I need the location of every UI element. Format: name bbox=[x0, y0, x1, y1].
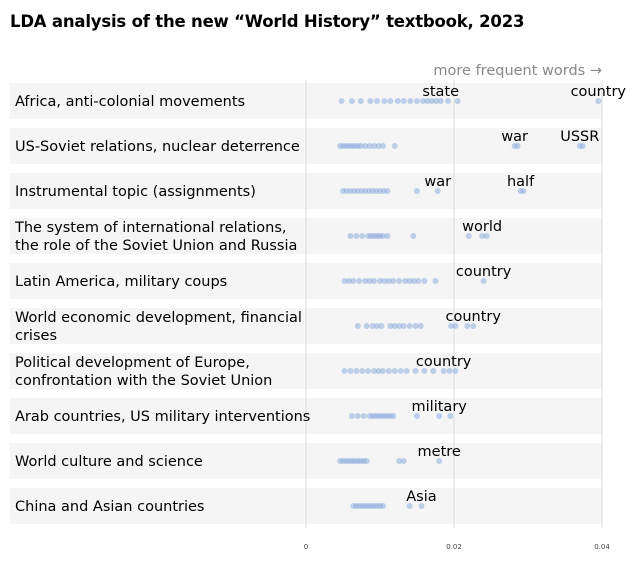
row-label: Latin America, military coups bbox=[15, 274, 228, 290]
word-label: USSR bbox=[560, 129, 600, 145]
data-point bbox=[350, 278, 356, 284]
row-label: World economic development, financial bbox=[15, 310, 302, 326]
row-label: Arab countries, US military interventions bbox=[15, 409, 311, 425]
data-point bbox=[395, 98, 401, 104]
data-point bbox=[353, 368, 359, 374]
data-point bbox=[364, 323, 370, 329]
word-label: state bbox=[422, 84, 460, 100]
data-point bbox=[390, 278, 396, 284]
data-point bbox=[384, 188, 390, 194]
x-tick-label: 0.02 bbox=[446, 543, 462, 551]
data-point bbox=[392, 143, 398, 149]
data-point bbox=[349, 98, 355, 104]
data-point bbox=[347, 233, 353, 239]
data-point bbox=[407, 323, 413, 329]
data-point bbox=[374, 98, 380, 104]
data-point bbox=[407, 98, 413, 104]
row-label: Political development of Europe, bbox=[15, 355, 250, 371]
data-point bbox=[364, 458, 370, 464]
data-point bbox=[358, 98, 364, 104]
word-label: war bbox=[424, 174, 452, 190]
data-point bbox=[413, 323, 419, 329]
data-point bbox=[398, 368, 404, 374]
word-label: country bbox=[570, 84, 627, 100]
x-tick-labels bbox=[304, 543, 611, 551]
word-label: world bbox=[462, 219, 503, 235]
data-point bbox=[387, 98, 393, 104]
data-point bbox=[414, 98, 420, 104]
data-point bbox=[418, 323, 424, 329]
data-point bbox=[390, 413, 396, 419]
x-tick-label: 0 bbox=[303, 543, 309, 551]
word-label: metre bbox=[417, 444, 461, 460]
data-point bbox=[380, 143, 386, 149]
row-label: US-Soviet relations, nuclear deterrence bbox=[15, 139, 300, 155]
data-point bbox=[361, 413, 367, 419]
data-point bbox=[401, 323, 407, 329]
data-point bbox=[355, 323, 361, 329]
data-point bbox=[392, 368, 398, 374]
data-point bbox=[339, 98, 345, 104]
data-point bbox=[410, 233, 416, 239]
x-tick-label: 0.04 bbox=[594, 543, 610, 551]
data-point bbox=[365, 368, 371, 374]
row-label: crises bbox=[15, 328, 57, 344]
data-point bbox=[404, 368, 410, 374]
chart-title: LDA analysis of the new “World History” textbook, 2023 bbox=[10, 12, 525, 31]
data-point bbox=[347, 368, 353, 374]
data-point bbox=[356, 278, 362, 284]
data-point bbox=[367, 98, 373, 104]
word-label: half bbox=[506, 174, 535, 190]
data-point bbox=[396, 278, 402, 284]
data-point bbox=[341, 368, 347, 374]
word-label: country bbox=[455, 264, 512, 280]
data-point bbox=[401, 98, 407, 104]
data-point bbox=[421, 278, 427, 284]
data-point bbox=[414, 188, 420, 194]
x-axis-hint: more frequent words → bbox=[433, 63, 602, 79]
row-label: Instrumental topic (assignments) bbox=[15, 184, 256, 200]
row-label: Africa, anti-colonial movements bbox=[15, 94, 246, 110]
data-point bbox=[384, 233, 390, 239]
word-label: country bbox=[415, 354, 472, 370]
data-point bbox=[359, 368, 365, 374]
row-label: China and Asian countries bbox=[15, 499, 205, 515]
data-point bbox=[355, 413, 361, 419]
data-point bbox=[380, 503, 386, 509]
data-point bbox=[378, 323, 384, 329]
data-point bbox=[401, 458, 407, 464]
row-label: The system of international relations, bbox=[15, 220, 287, 236]
word-label: country bbox=[445, 309, 501, 325]
row-label: confrontation with the Soviet Union bbox=[15, 373, 273, 389]
word-label: Asia bbox=[406, 489, 437, 505]
row-label: World culture and science bbox=[15, 454, 203, 470]
data-point bbox=[380, 368, 386, 374]
data-point bbox=[381, 98, 387, 104]
row-label: the role of the Soviet Union and Russia bbox=[15, 238, 298, 254]
data-point bbox=[359, 233, 365, 239]
data-point bbox=[371, 278, 377, 284]
data-point bbox=[433, 278, 439, 284]
data-point bbox=[415, 278, 421, 284]
data-point bbox=[386, 368, 392, 374]
data-point bbox=[349, 413, 355, 419]
data-point bbox=[353, 233, 359, 239]
word-label: war bbox=[501, 129, 529, 145]
word-label: military bbox=[411, 399, 467, 415]
